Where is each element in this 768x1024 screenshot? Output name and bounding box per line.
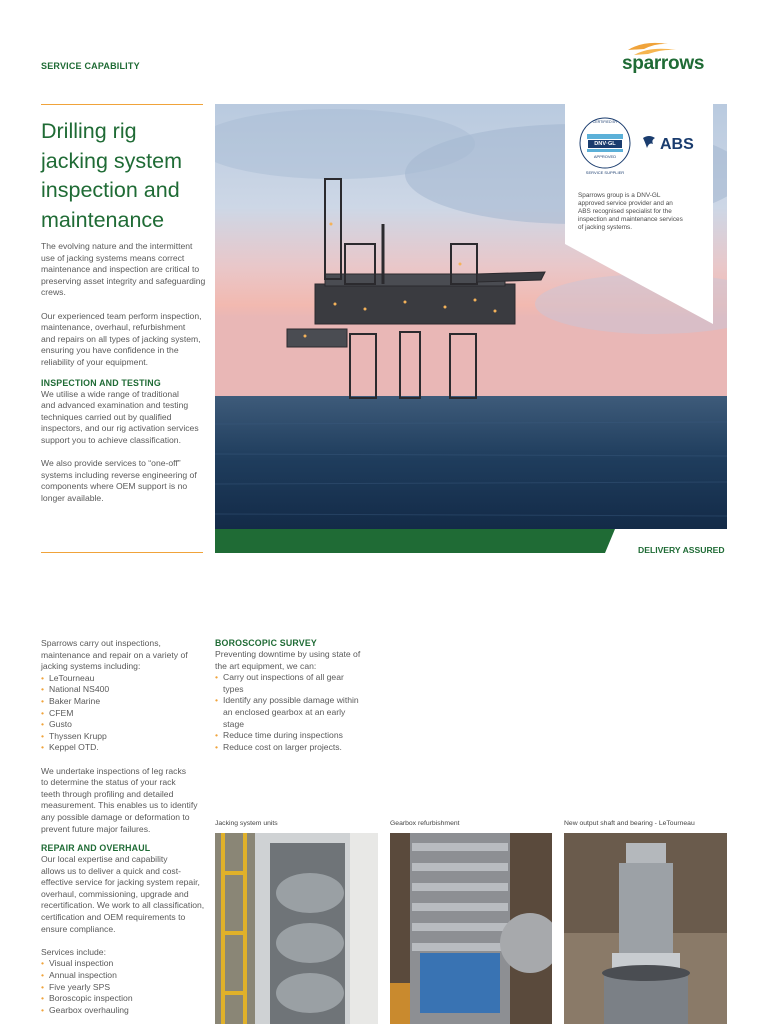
boroscopic-intro: Preventing downtime by using state of the art equipment, we can: [215, 649, 361, 671]
dnv-gl-badge [578, 116, 632, 176]
services-intro: Services include: [41, 946, 106, 957]
list-item: • Gusto [41, 719, 213, 731]
list-item: • Keppel OTD. [41, 742, 213, 754]
title-line: Drilling rig [41, 119, 137, 143]
list-item: • Five yearly SPS [41, 982, 213, 994]
abs-logo [641, 132, 701, 158]
output-shaft-photo [564, 833, 727, 1024]
list-item: • Annual inspection [41, 970, 213, 982]
boroscopic-section [215, 638, 375, 753]
list-item: • Carry out inspections of all gear types [215, 672, 375, 695]
title-line: jacking system [41, 148, 182, 173]
caption-jacking-units: Jacking system units [215, 820, 278, 827]
list-item: • Visual inspection [41, 958, 213, 970]
certification-text: Sparrows group is a DNV-GL approved service provider and an ABS recognised specialist for the inspection and maintenance services of jacking systems. [578, 192, 683, 231]
list-item: • Reduce cost on larger projects. [215, 742, 375, 754]
bottom-divider [41, 552, 203, 553]
inspection-testing-heading: INSPECTION AND TESTING [41, 377, 161, 388]
gearbox-illustration [390, 833, 552, 1024]
output-shaft-illustration [564, 833, 727, 1024]
caption-output-shaft: New output shaft and bearing - LeTourneau [564, 820, 695, 827]
list-item: • Gearbox overhauling [41, 1005, 213, 1017]
caption-gearbox: Gearbox refurbishment [390, 820, 460, 827]
list-item: • Thyssen Krupp [41, 731, 213, 743]
list-item: • Reduce time during inspections [215, 730, 375, 742]
leg-rack-paragraph: We undertake inspections of leg racks to determine the status of your rack teeth through profiling and detailed measurement. This enables us to identify any possible damage or deformation to prevent future major failures. [41, 765, 198, 834]
list-item: • Boroscopic inspection [41, 993, 213, 1005]
services-list [41, 958, 213, 1016]
top-divider [41, 104, 203, 105]
repair-paragraph: Our local expertise and capability allows us to deliver a quick and cost- effective service for jacking system repair, overhaul, commissioning, upgrade and recertification. We work to all classification, certification and OEM requirements to ensure compliance. [41, 854, 205, 934]
list-item: • LeTourneau [41, 673, 213, 685]
dnv-top-text: CERTIFIED BY [592, 120, 618, 124]
jacking-units-photo [215, 833, 378, 1024]
logo-wordmark: sparrows [622, 53, 705, 74]
jacking-systems-list [41, 673, 213, 754]
systems-intro: Sparrows carry out inspections, maintenance and repair on a variety of jacking systems including: [41, 638, 188, 672]
lower-left-column [41, 638, 213, 1016]
intro-text [41, 241, 213, 504]
list-item: • Baker Marine [41, 696, 213, 708]
title-line: inspection and [41, 178, 180, 202]
list-item: • Identify any possible damage within an enclosed gearbox at an early stage [215, 695, 375, 730]
inspection-paragraph-1: We utilise a wide range of traditional and advanced examination and testing techniques carried out by qualified inspectors, and our rig activation services support you to achieve classification. [41, 388, 199, 445]
intro-paragraph-1: The evolving nature and the intermittent use of jacking systems means correct maintenance and inspection are critical to preserving asset integrity and safeguarding crews. [41, 241, 206, 298]
list-item: • National NS400 [41, 684, 213, 696]
boroscopic-heading: BOROSCOPIC SURVEY [215, 638, 317, 648]
page-title [41, 117, 216, 235]
sparrows-logo [620, 40, 730, 76]
gearbox-photo [390, 833, 552, 1024]
repair-overhaul-heading: REPAIR AND OVERHAUL [41, 843, 151, 854]
abs-eagle-icon [641, 132, 661, 156]
delivery-assured-tagline: DELIVERY ASSURED [638, 545, 725, 555]
section-label: SERVICE CAPABILITY [41, 61, 140, 71]
intro-paragraph-2: Our experienced team perform inspection, maintenance, overhaul, refurbishment and repairs on all types of jacking system, ensuring you have confidence in the reliability of your equipment. [41, 310, 202, 367]
dnv-name: DNV·GL [594, 141, 616, 147]
title-line: maintenance [41, 207, 165, 232]
boroscopic-list [215, 672, 375, 753]
abs-name: ABS [660, 136, 694, 153]
list-item: • CFEM [41, 708, 213, 720]
inspection-paragraph-2: We also provide services to “one-off” systems including reverse engineering of components where OEM support is no longer available. [41, 458, 197, 503]
dnv-bottom-1: APPROVED [593, 154, 617, 159]
jacking-units-illustration [215, 833, 378, 1024]
dnv-bottom-2: SERVICE SUPPLIER [585, 170, 625, 175]
